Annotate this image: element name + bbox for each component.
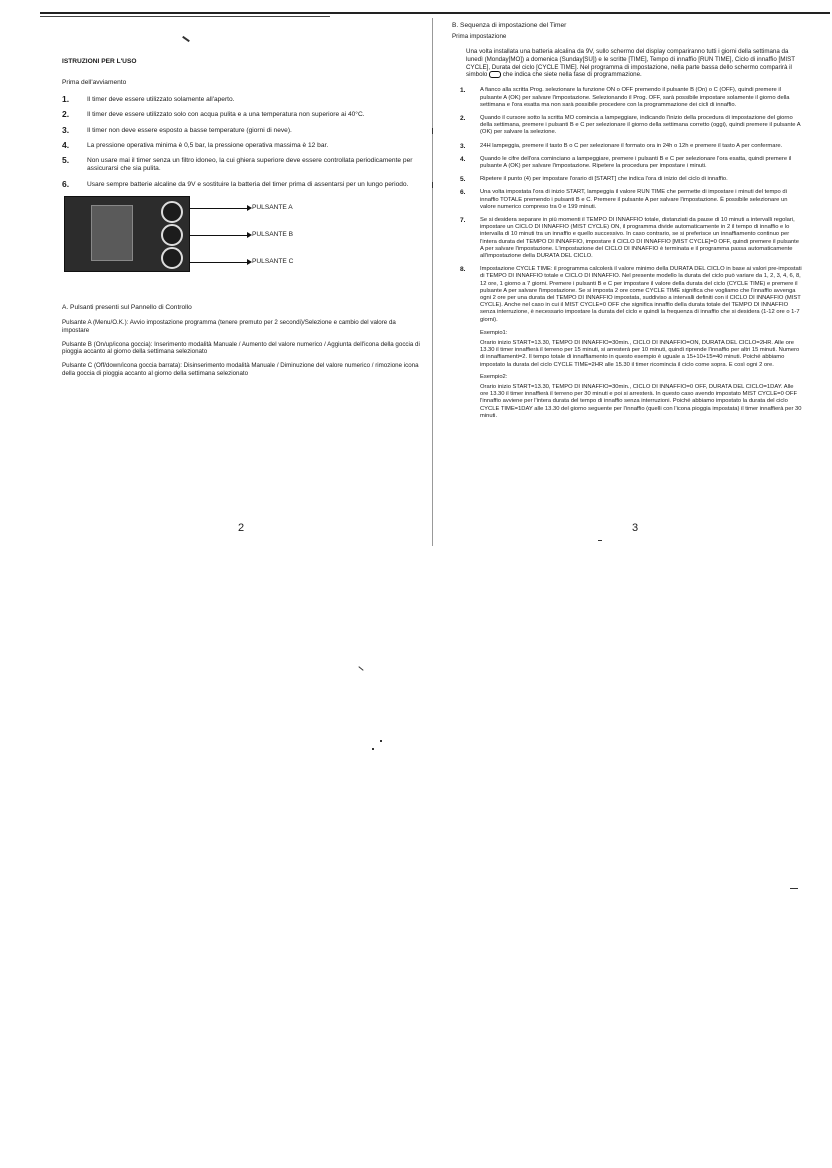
arrow-icon bbox=[190, 262, 248, 263]
list-item: 3. Il timer non deve essere esposto a basse temperature (giorni di neve). bbox=[62, 124, 292, 135]
paragraph: Pulsante B (On/up/icona goccia): Inserimento modalità Manuale / Aumento del valore numerico / Aggiunta dell'icona della goccia di pioggia accanto al giorno della settimana selezionato bbox=[62, 340, 420, 356]
scan-speck bbox=[182, 36, 190, 42]
list-item: 1. A fianco alla scritta Prog. selezionare la funzione ON o OFF premendo il pulsante B (On) o C (OFF), quindi premere il pulsante A (OK) per salvare l'impostazione. Selezionando il Prog. OFF, sarà possibile impostare solamente il giorno della settimana e l'ora esatta ma non sarà possibile procedere con la programmazione dei cicli di innaffio. bbox=[460, 87, 790, 108]
list-item: 5. Non usare mai il timer senza un filtro idoneo, la cui ghiera superiore deve essere controllata periodicamente per assicurarsi che sia pulita. bbox=[62, 155, 413, 173]
example-text: Orario inizio START=13.30, TEMPO DI INNAFFIO=30min., CICLO DI INNAFFIO=ON, DURATA DEL CICLO=2HR. Alle ore 13.30 il timer innaffierà il terreno per 15 minuti, si arresterà per 10 minuti, quindi riprende l'innaffio per altri 15 minuti. Numero di innaffiamenti=2. Il tempo totale di innaffiamento in questo esempio è uguale a 15+10+15=40 minuti. Poiché abbiamo impostato la durata del ciclo CYCLE TIME=2HR alle 15.30 il timer ricomincia il ciclo come sopra. E così ogni 2 ore. bbox=[480, 340, 800, 368]
section-subtitle: Prima dell'avviamento bbox=[62, 79, 127, 86]
list-item: 3. 24H lampeggia, premere il tasto B o C per selezionare il formato ora in 24h o 12h e premere il tasto A per confermare. bbox=[460, 142, 783, 150]
list-item: 4. Quando le cifre dell'ora cominciano a lampeggiare, premere i pulsanti B e C per selezionare l'ora esatta, quindi premere il pulsante A (OK) per salvare l'impostazione. Ripetere la procedura per impostare i minuti. bbox=[460, 155, 792, 169]
example-text: Orario inizio START=13.30, TEMPO DI INNAFFIO=30min., CICLO DI INNAFFIO=0 OFF, DURATA DEL CICLO=1DAY. Alle ore 13.30 il timer innaffierà il terreno per 30 minuti e poi si arresterà. In questo caso avendo impostato MIST CYCLE=0 OFF l'innaffio avviene per l'intera durata del tempo di innaffio senza interruzioni. Poiché abbiamo impostato la durata del ciclo CYCLE TIME=1DAY alle 13.30 del giorno seguente per l'innaffio (quelli con l'icona pioggia impostata) il timer innaffierà per 30 minuti. bbox=[480, 384, 802, 419]
scan-speck bbox=[358, 666, 363, 671]
control-panel-photo bbox=[64, 196, 190, 272]
page-number: 2 bbox=[238, 522, 245, 534]
button-b-icon bbox=[161, 224, 183, 246]
scan-speck bbox=[598, 540, 602, 541]
button-a-icon bbox=[161, 201, 183, 223]
button-c-icon bbox=[161, 247, 183, 269]
list-item: 2. Quando il cursore sotto la scritta MO comincia a lampeggiare, indicando l'inizio della procedura di impostazione del giorno della settimana, premere i pulsanti B e C per selezionare il giorno della settimana corretto (oggi), quindi premere il pulsante A (OK) per salvare la selezione. bbox=[460, 114, 801, 136]
section-subtitle: Prima impostazione bbox=[452, 33, 507, 40]
list-item: 7. Se si desidera separare in più momenti il TEMPO DI INNAFFIO totale, distanziati da pause di 10 minuti a intervalli regolari, impostare un CICLO DI INNAFFIO (MIST CYCLE) ON, il programma divide automaticamente in 2 il tempo di innaffio e lo intervalla di 10 minuti tra un innaffio e quello successivo. In caso contrario, se si preferisce un innaffiamento continuo per l'intera durata del TEMPO DI INNAFFIO, impostare il CICLO DI INNAFFIO [MIST CYCLE]=0 OFF, quindi premere il pulsante A per salvare l'impostazione. L'impostazione del CICLO DI INNAFFIO è terminata e il programma passa automaticamente all'impostazione della DURATA DEL CICLO. bbox=[460, 216, 800, 259]
scan-speck bbox=[372, 748, 374, 750]
list-item: 6. Usare sempre batterie alcaline da 9V e sostituire la batteria del timer prima di assentarsi per un lungo periodo. bbox=[62, 178, 409, 189]
arrow-icon bbox=[190, 235, 248, 236]
button-b-label: PULSANTE B bbox=[252, 231, 294, 239]
scan-speck bbox=[790, 888, 798, 889]
control-panel-figure bbox=[62, 196, 422, 274]
left-page bbox=[62, 58, 422, 384]
list-item: 1. Il timer deve essere utilizzato solamente all'aperto. bbox=[62, 94, 235, 104]
list-item: 6. Una volta impostata l'ora di inizio START, lampeggia il valore RUN TIME che permette di impostare i minuti del tempo di innaffio TOTALE premendo i pulsanti B e C. Premere il pulsante A per salvare l'impostazione. È possibile selezionare un valore numerico compreso tra 0 e 199 minuti. bbox=[460, 189, 788, 210]
paragraph: Pulsante A (Menu/O.K.): Avvio impostazione programma (tenere premuto per 2 secondi)/Selezione e cambio del valore da impostare bbox=[62, 319, 396, 334]
list-item: 8. Impostazione CYCLE TIME: il programma calcolerà il valore minimo della DURATA DEL CICLO in base ai valori pre-impostati di TEMPO DI INNAFFIO totale e CICLO DI INNAFFIO. Nel presente modello la durata del ciclo può variare da 1, 2, 3, 4, 6, 8, 12 ore, 1 giorno a 7 giorni. Premere i pulsanti B e C per impostare il valore della durata del ciclo (CYCLE TIME) e premere il pulsante A per salvare l'impostazione. Se si imposta 2 ore come CYCLE TIME significa che vogliamo che l'innaffio avvenga ogni 2 ore per una durata del TEMPO DI INNAFFIO impostata, suddiviso a intervalli definiti con il CICLO DI INNAFFIO (MIST CYCLE). Anche nel caso in cui il MIST CYCLE=0 OFF che significa innaffio della durata totale del TEMPO DI INNAFFIO senza interruzione, è necessario impostare la durata del ciclo e quindi la frequenza di innaffio che si desidera (1-12 ore o 1-7 giorni). bbox=[460, 266, 802, 323]
button-c-label: PULSANTE C bbox=[252, 258, 294, 266]
scan-speck bbox=[432, 182, 433, 188]
arrow-icon bbox=[190, 208, 248, 209]
page-fold bbox=[432, 18, 433, 546]
setup-steps-list bbox=[452, 87, 802, 323]
example-title: Esempio1: bbox=[480, 329, 508, 336]
scan-speck bbox=[380, 740, 382, 742]
list-item: 2. Il timer deve essere utilizzato solo con acqua pulita e a una temperatura non superiore ai 40°C. bbox=[62, 109, 365, 120]
paragraph: Pulsante C (Off/down/icona goccia barrata): Disinserimento modalità Manuale / Diminuzione del valore numerico / rimozione icona della goccia di pioggia accanto al giorno della settimana selezionato bbox=[62, 362, 419, 378]
scan-edge-line bbox=[40, 12, 830, 14]
page-title: ISTRUZIONI PER L'USO bbox=[62, 58, 137, 65]
list-item: 4. La pressione operativa minima è 0,5 bar, la pressione operativa massima è 12 bar. bbox=[62, 139, 329, 150]
lcd-display bbox=[91, 205, 133, 261]
right-page bbox=[452, 22, 802, 425]
page-number: 3 bbox=[632, 522, 639, 534]
list-item: 5. Ripetere il punto (4) per impostare l'orario di [START] che indica l'ora di inizio del ciclo di innaffio. bbox=[460, 176, 728, 184]
section-heading: B. Sequenza di impostazione del Timer bbox=[452, 22, 567, 29]
instruction-list bbox=[62, 96, 422, 189]
section-heading: A. Pulsanti presenti sul Pannello di Controllo bbox=[62, 304, 192, 312]
programming-loop-icon bbox=[489, 71, 501, 78]
scan-edge-line bbox=[40, 16, 330, 17]
scan-speck bbox=[432, 128, 433, 134]
example-title: Esempio2: bbox=[480, 373, 508, 380]
button-a-label: PULSANTE A bbox=[252, 204, 293, 212]
intro-paragraph: Una volta installata una batteria alcalina da 9V, sullo schermo del display compariranno tutti i giorni della settimana da lunedì (Monday[MO]) a domenica (Sunday[SU]) e le scritte [TIME], Tempo di innaffio [RUN TIME], Ciclo di innaffio [MIST CYCLE], Durata del ciclo [CYCLE TIME]. Nel programma di impostazione, nella parte bassa dello schermo comparirà il simbolo che indica che siete nella fase di programmazione. bbox=[466, 48, 795, 79]
